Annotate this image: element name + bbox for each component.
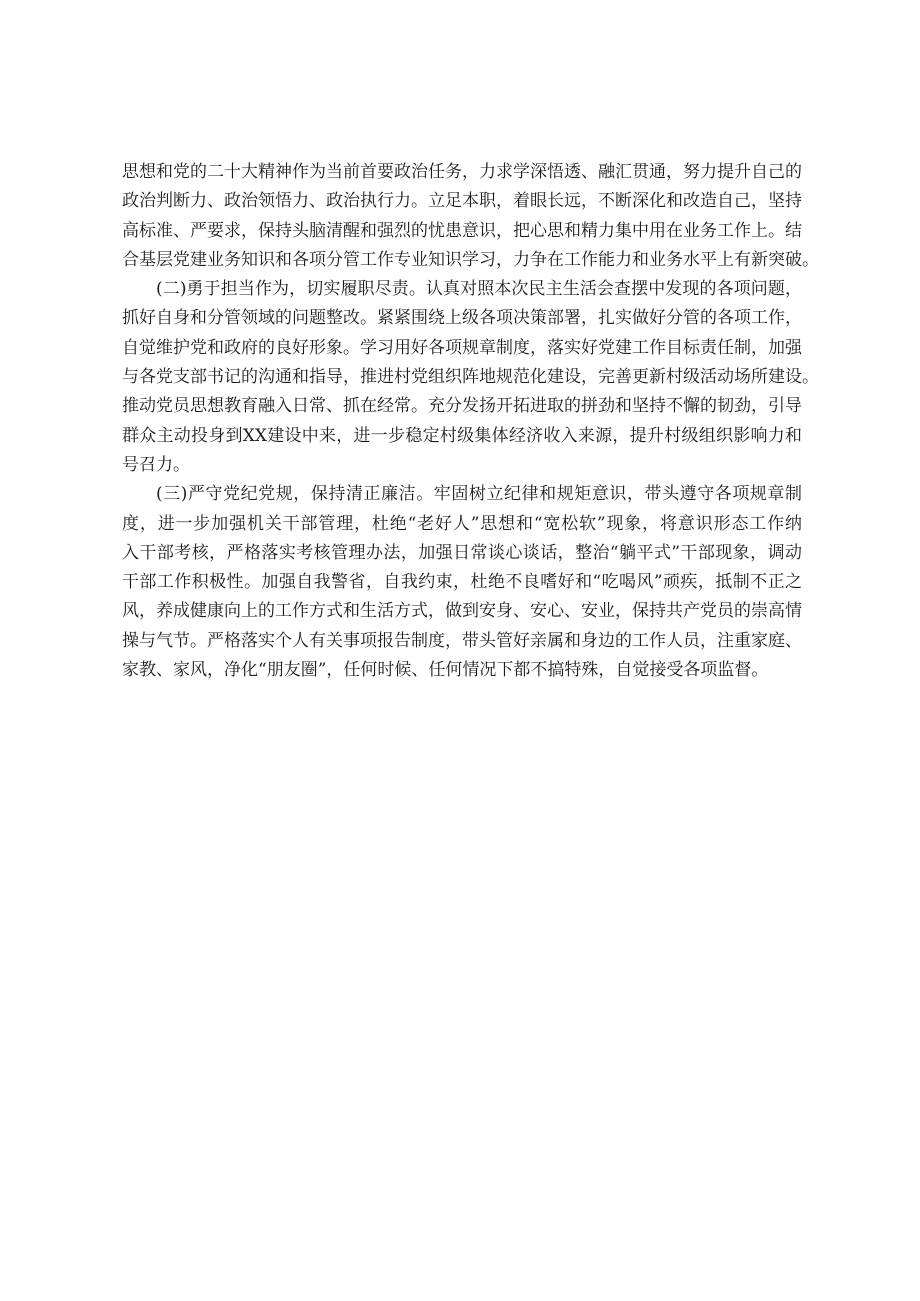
text-line: 思想和党的二十大精神作为当前首要政治任务，力求学深悟透、融汇贯通，努力提升自己的	[122, 162, 802, 182]
text-line: 干部工作积极性。加强自我警省，自我约束，杜绝不良嗜好和“吃喝风”顽疾，抵制不正之	[122, 572, 802, 593]
text-line: 号召力。	[122, 454, 190, 475]
text-line: 家教、家风，净化“朋友圈”，任何时候、任何情况下都不搞特殊，自觉接受各项监督。	[122, 660, 769, 681]
text-line: 高标准、严要求，保持头脑清醒和强烈的忧患意识，把心思和精力集中用在业务工作上。结	[122, 220, 802, 241]
text-line: 入干部考核，严格落实考核管理办法，加强日常谈心谈话，整治“躺平式”干部现象，调动	[122, 542, 802, 563]
text-line: (三)严守党纪党规，保持清正廉洁。牢固树立纪律和规矩意识，带头遵守各项规章制	[156, 484, 802, 505]
text-line: 自觉维护党和政府的良好形象。学习用好各项规章制度，落实好党建工作目标责任制，加强	[122, 337, 802, 358]
text-line: 抓好自身和分管领域的问题整改。紧紧围绕上级各项决策部署，扎实做好分管的各项工作，	[122, 308, 802, 329]
text-line: 操与气节。严格落实个人有关事项报告制度，带头管好亲属和身边的工作人员，注重家庭、	[122, 630, 802, 651]
paragraph-responsibility	[122, 275, 819, 480]
text-line: 群众主动投身到XX建设中来，进一步稳定村级集体经济收入来源，提升村级组织影响力和	[122, 425, 802, 446]
text-line: 与各党支部书记的沟通和指导，推进村党组织阵地规范化建设，完善更新村级活动场所建设。	[122, 367, 819, 388]
paragraph-study	[122, 158, 819, 275]
document-page	[122, 158, 819, 685]
text-line: 风，养成健康向上的工作方式和生活方式，做到安身、安心、安业，保持共产党员的崇高情	[122, 601, 802, 622]
text-line: 推动党员思想教育融入日常、抓在经常。充分发扬开拓进取的拼劲和坚持不懈的韧劲，引导	[122, 396, 802, 417]
text-line: 合基层党建业务知识和各项分管工作专业知识学习，力争在工作能力和业务水平上有新突破。	[122, 249, 819, 270]
text-line: 政治判断力、政治领悟力、政治执行力。立足本职，着眼长远，不断深化和改造自己，坚持	[122, 191, 802, 212]
paragraph-discipline	[122, 480, 802, 685]
text-line: (二)勇于担当作为，切实履职尽责。认真对照本次民主生活会查摆中发现的各项问题，	[156, 279, 802, 300]
text-line: 度，进一步加强机关干部管理，杜绝“老好人”思想和“宽松软”现象，将意识形态工作纳	[122, 513, 802, 534]
